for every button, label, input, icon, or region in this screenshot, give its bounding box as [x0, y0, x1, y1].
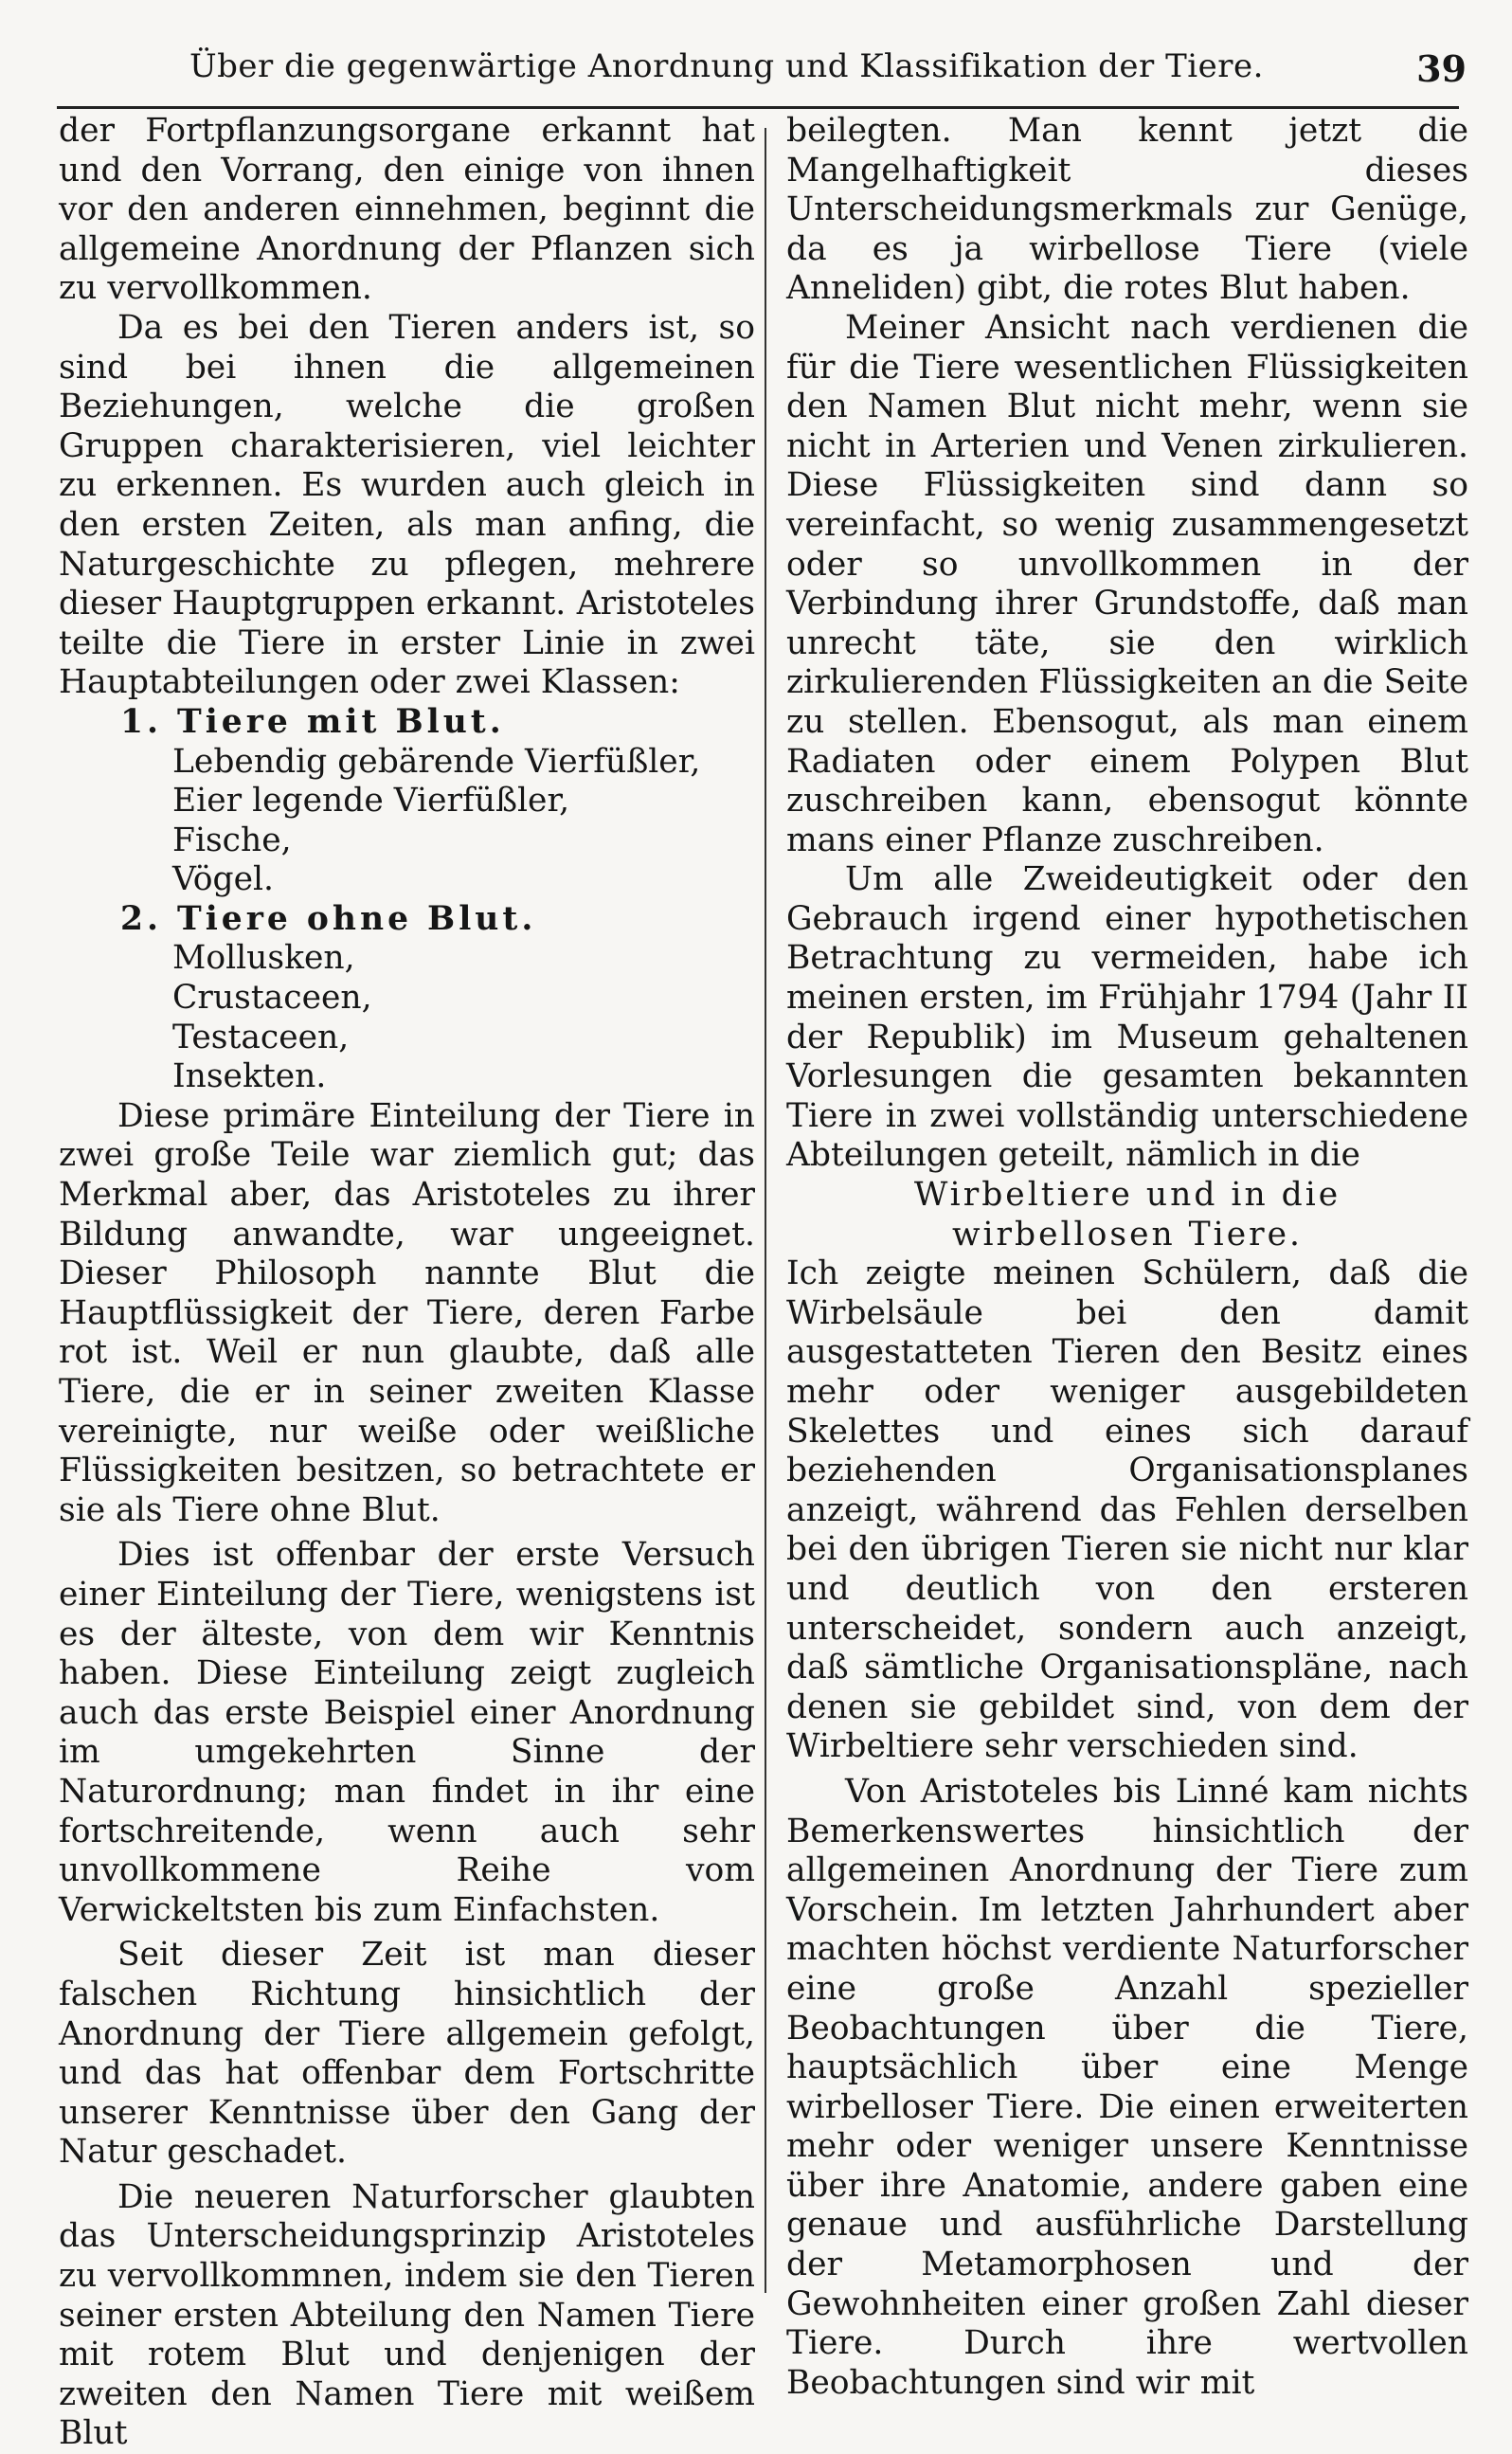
paragraph: Von Aristoteles bis Linné kam nichts Bemerkenswertes hinsichtlich der allgemeinen Anordnung der Tiere zum Vorschein. Im letzten Jahrhundert aber machten höchst verdiente Naturforscher eine große Anzahl spezieller Beobachtungen über die Tiere, hauptsächlich über eine Menge wirbelloser Tiere. Die einen erweiterten mehr oder weniger unsere Kenntnisse über ihre Anatomie, andere gaben eine genaue und ausführliche Darstellung der Metamorphosen und der Gewohnheiten einer großen Zahl dieser Tiere. Durch ihre wertvollen Beobachtungen sind wir mit	[786, 1772, 1468, 2402]
list-item: Vögel.	[172, 860, 275, 899]
paragraph: Dies ist offenbar der erste Versuch einer Einteilung der Tiere, wenigstens ist es der älteste, von dem wir Kenntnis haben. Diese Einteilung zeigt zugleich auch das erste Beispiel einer Anordnung im umgekehrten Sinne der Naturordnung; man findet in ihr eine fortschreitende, wenn auch sehr unvollkommene Reihe vom Verwickeltsten bis zum Einfachsten.	[59, 1536, 755, 1929]
paragraph: Meiner Ansicht nach verdienen die für die Tiere wesentlichen Flüssigkeiten den Namen Blut nicht mehr, wenn sie nicht in Arterien und Venen zirkulieren. Diese Flüssigkeiten sind dann so vereinfacht, so wenig zusammengesetzt oder so unvollkommen in der Verbindung ihrer Grundstoffe, daß man unrecht täte, sie den wirklich zirkulierenden Flüssigkeiten an die Seite zu stellen. Ebensogut, als man einem Radiaten oder einem Polypen Blut zuschreiben kann, ebensogut könnte mans einer Pflanze zuschreiben.	[786, 308, 1468, 859]
list-item: Lebendig gebärende Vierfüßler,	[172, 742, 701, 781]
paragraph: Ich zeigte meinen Schülern, daß die Wirbelsäule bei den damit ausgestatteten Tieren den Besitz eines mehr oder weniger ausgebildeten Skelettes und eines sich darauf beziehenden Organisationsplanes anzeigt, während das Fehlen derselben bei den übrigen Tieren sie nicht nur klar und deutlich von den ersteren unterscheidet, sondern auch anzeigt, daß sämtliche Organisationspläne, nach denen sie gebildet sind, von dem der Wirbeltiere sehr verschieden sind.	[786, 1254, 1468, 1766]
list-item: Fische,	[172, 821, 292, 859]
left-column	[59, 112, 755, 2454]
list-item: Eier legende Vierfüßler,	[172, 782, 570, 821]
column-divider	[765, 128, 766, 2293]
page-header	[57, 40, 1467, 97]
list-item: Crustaceen,	[172, 979, 372, 1018]
paragraph: beilegten. Man kennt jetzt die Mangelhaftigkeit dieses Unterscheidungsmerkmals zur Genüge, da es ja wirbellose Tiere (viele Anneliden) gibt, die rotes Blut haben.	[786, 112, 1468, 308]
paragraph: Die neueren Naturforscher glaubten das Unterscheidungsprinzip Aristoteles zu vervollkommnen, indem sie den Tieren seiner ersten Abteilung den Namen Tiere mit rotem Blut und denjenigen der zweiten den Namen Tiere mit weißem Blut	[59, 2177, 755, 2453]
list-heading: 2. Tiere ohne Blut.	[120, 899, 537, 938]
centered-line: wirbellosen Tiere.	[951, 1215, 1304, 1254]
paragraph: Seit dieser Zeit ist man dieser falschen Richtung hinsichtlich der Anordnung der Tiere allgemein gefolgt, und das hat offenbar dem Fortschritte unserer Kenntnisse über den Gang der Natur geschadet.	[59, 1936, 755, 2172]
list-item: Mollusken,	[172, 939, 355, 978]
paragraph: Diese primäre Einteilung der Tiere in zwei große Teile war ziemlich gut; das Merkmal aber, das Aristoteles zu ihrer Bildung anwandte, war ungeeignet. Dieser Philosoph nannte Blut die Hauptflüssigkeit der Tiere, deren Farbe rot ist. Weil er nun glaubte, daß alle Tiere, die er in seiner zweiten Klasse vereinigte, nur weiße oder weißliche Flüssigkeiten besitzen, so betrachtete er sie als Tiere ohne Blut.	[59, 1096, 755, 1529]
paragraph: Da es bei den Tieren anders ist, so sind bei ihnen die allgemeinen Beziehungen, welche die großen Gruppen charakterisieren, viel leichter zu erkennen. Es wurden auch gleich in den ersten Zeiten, als man anfing, die Naturgeschichte zu pflegen, mehrere dieser Hauptgruppen erkannt. Aristoteles teilte die Tiere in erster Linie in zwei Hauptabteilungen oder zwei Klassen:	[59, 308, 755, 702]
centered-line: Wirbeltiere und in die	[913, 1176, 1341, 1215]
list-item: Insekten.	[172, 1057, 327, 1096]
paragraph: Um alle Zweideutigkeit oder den Gebrauch irgend einer hypothetischen Betrachtung zu vermeiden, habe ich meinen ersten, im Frühjahr 1794 (Jahr II der Republik) im Museum gehaltenen Vorlesungen die gesamten bekannten Tiere in zwei vollständig unterschiedene Abteilungen geteilt, nämlich in die	[786, 860, 1468, 1175]
list-heading: 1. Tiere mit Blut.	[120, 702, 505, 741]
header-rule	[57, 106, 1459, 109]
list-item: Testaceen,	[172, 1018, 350, 1056]
page-number: 39	[1416, 47, 1467, 90]
right-column	[786, 112, 1468, 2403]
running-title: Über die gegenwärtige Anordnung und Klassifikation der Tiere.	[189, 47, 1264, 85]
paragraph: der Fortpflanzungsorgane erkannt hat und den Vorrang, den einige von ihnen vor den anderen einnehmen, beginnt die allgemeine Anordnung der Pflanzen sich zu vervollkommen.	[59, 112, 755, 308]
